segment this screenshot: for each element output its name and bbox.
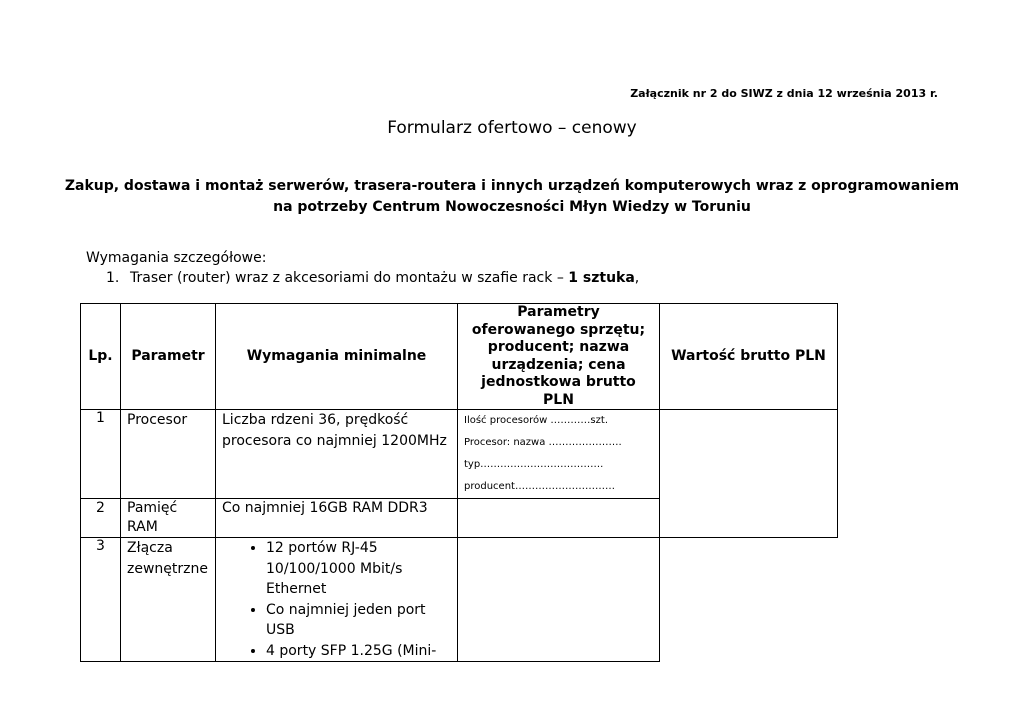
row-empty-space xyxy=(660,538,838,662)
requirement-item xyxy=(106,270,639,286)
requirement-item-suffix: , xyxy=(634,270,640,286)
port-line: Ethernet xyxy=(266,581,327,597)
form-title: Formularz ofertowo – cenowy xyxy=(387,118,637,138)
row-parametr xyxy=(121,538,216,662)
row-parametr-text: Procesor xyxy=(127,412,188,428)
header-oferowane-line: producent; nazwa xyxy=(487,339,630,355)
table-row xyxy=(81,410,838,499)
offer-processor-producer: producent………………………… xyxy=(464,481,615,492)
row-parametr-line: zewnętrzne xyxy=(127,561,208,577)
offer-processor-name: Procesor: nazwa …………………. xyxy=(464,437,622,448)
header-oferowane-line: urządzenia; cena xyxy=(491,356,626,373)
row-offer-fields[interactable] xyxy=(458,499,660,538)
header-oferowane-line: Parametry xyxy=(517,304,600,320)
requirements-heading: Wymagania szczegółowe: xyxy=(86,250,267,266)
row-lp: 3 xyxy=(81,538,121,662)
requirement-item-quantity: 1 sztuka xyxy=(568,270,635,286)
table-row xyxy=(81,538,838,662)
header-oferowane xyxy=(458,304,660,410)
specification-table xyxy=(80,303,838,662)
header-oferowane-line: PLN xyxy=(543,391,574,408)
row-offer-fields[interactable] xyxy=(458,538,660,662)
header-parametr: Parametr xyxy=(121,304,216,410)
port-line: 10/100/1000 Mbit/s xyxy=(266,560,403,577)
row-wymagania-line: Liczba rdzeni 36, prędkość xyxy=(222,412,409,428)
row-lp: 1 xyxy=(81,410,121,499)
header-oferowane-line: jednostkowa brutto xyxy=(481,374,636,390)
header-wartosc: Wartość brutto PLN xyxy=(660,304,838,410)
row-parametr-line: Złącza xyxy=(127,540,173,556)
row-parametr xyxy=(121,410,216,499)
subject-line-1: Zakup, dostawa i montaż serwerów, trasera-routera i innych urządzeń komputerowych wraz z oprogramowaniem xyxy=(64,178,960,194)
row-wymagania: Co najmniej 16GB RAM DDR3 xyxy=(216,499,458,538)
procurement-subject xyxy=(60,176,964,218)
requirement-item-text: Traser (router) wraz z akcesoriami do montażu w szafie rack – xyxy=(130,270,564,286)
port-line: 12 portów RJ-45 xyxy=(266,540,378,556)
ports-list xyxy=(222,538,451,661)
list-item: • Co najmniej jeden port USB xyxy=(266,600,451,641)
row-lp: 2 xyxy=(81,499,121,538)
row-wymagania xyxy=(216,410,458,499)
row-offer-fields[interactable] xyxy=(458,410,660,499)
header-wymagania: Wymagania minimalne xyxy=(216,304,458,410)
table-header-row xyxy=(81,304,838,410)
list-item xyxy=(266,538,451,600)
list-item: • 4 porty SFP 1.25G (Mini- xyxy=(266,641,451,662)
row-wymagania xyxy=(216,538,458,662)
subject-line-2: na potrzeby Centrum Nowoczesności Młyn Wiedzy w Toruniu xyxy=(273,199,751,215)
offer-processor-type: typ………………………………. xyxy=(464,459,604,470)
offer-processor-count: Ilość procesorów …………szt. xyxy=(464,415,608,426)
row-wartosc[interactable] xyxy=(660,410,838,538)
header-oferowane-line: oferowanego sprzętu; xyxy=(471,321,646,338)
row-wymagania-line: procesora co najmniej 1200MHz xyxy=(222,433,447,449)
requirement-item-number: 1. xyxy=(106,270,120,286)
header-lp: Lp. xyxy=(81,304,121,410)
row-parametr: Pamięć RAM xyxy=(121,499,216,538)
annex-reference: Załącznik nr 2 do SIWZ z dnia 12 września 2013 r. xyxy=(630,87,938,100)
